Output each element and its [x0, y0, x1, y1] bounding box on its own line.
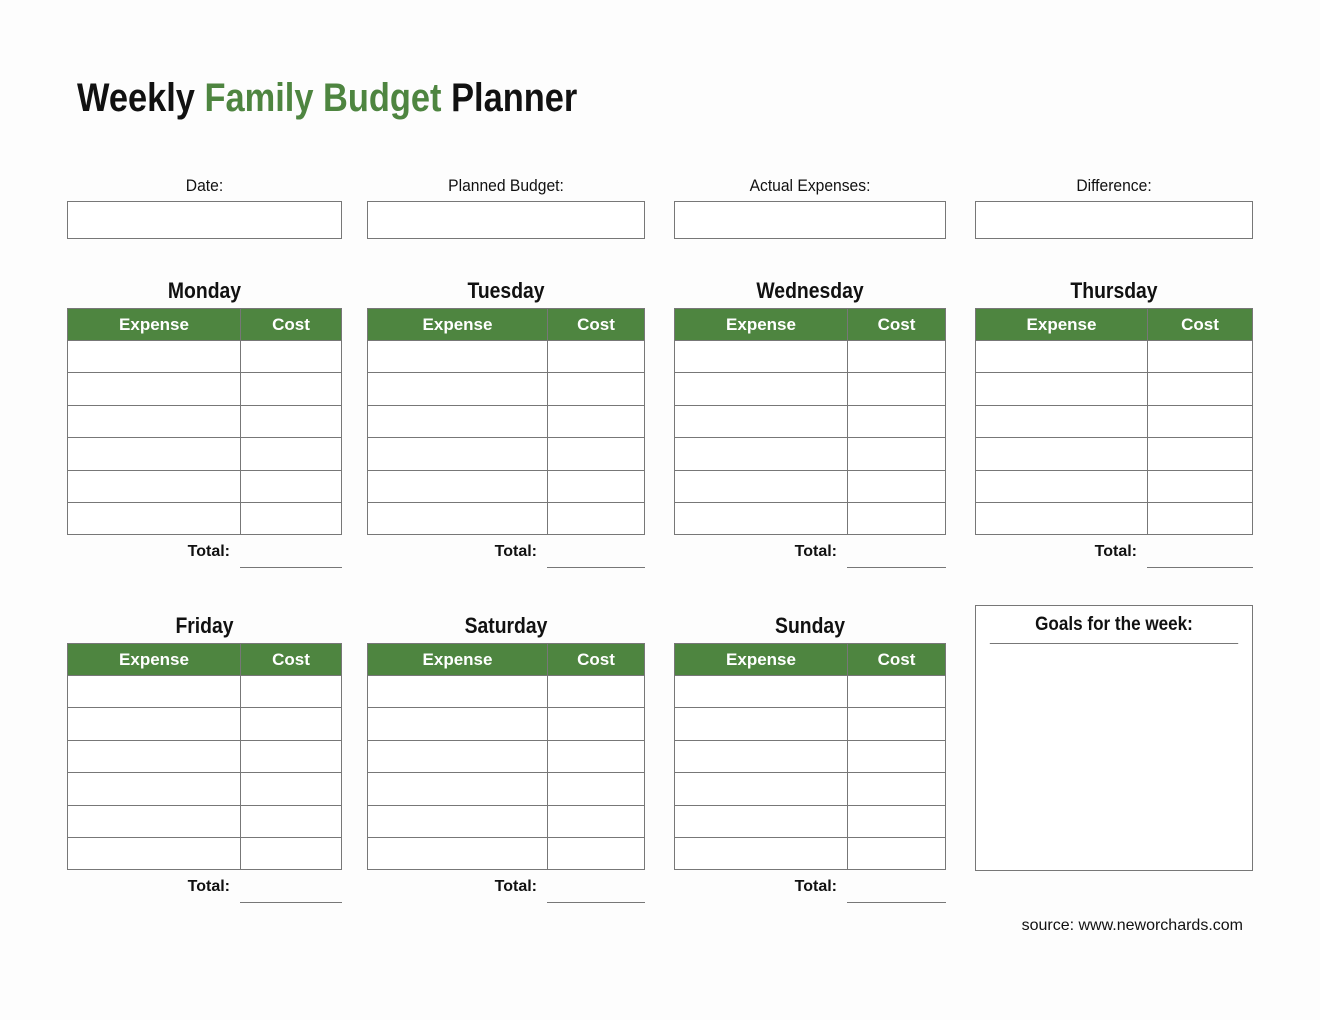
expense-cell[interactable] — [68, 773, 241, 805]
table-row — [368, 341, 645, 373]
cost-cell[interactable] — [548, 708, 645, 740]
table-row — [675, 438, 946, 470]
expense-cell[interactable] — [976, 405, 1148, 437]
total-row — [367, 535, 645, 569]
cost-cell[interactable] — [848, 405, 946, 437]
cost-cell[interactable] — [848, 438, 946, 470]
cost-header: Cost — [1148, 309, 1253, 341]
day-title: Thursday — [1070, 278, 1158, 303]
cost-cell[interactable] — [1148, 502, 1253, 534]
total-label: Total: — [794, 878, 837, 896]
table-row — [368, 773, 645, 805]
expense-cell[interactable] — [68, 470, 241, 502]
cost-cell[interactable] — [241, 438, 342, 470]
cost-cell[interactable] — [848, 773, 946, 805]
expense-table — [67, 308, 342, 535]
expense-cell[interactable] — [68, 837, 241, 869]
expense-cell[interactable] — [68, 341, 241, 373]
expense-cell[interactable] — [675, 805, 848, 837]
expense-header: Expense — [675, 644, 848, 676]
table-row — [675, 676, 946, 708]
cost-cell[interactable] — [1148, 438, 1253, 470]
cost-cell[interactable] — [548, 837, 645, 869]
day-thursday — [975, 276, 1253, 569]
table-row — [976, 405, 1253, 437]
cost-header: Cost — [848, 644, 946, 676]
cost-cell[interactable] — [848, 502, 946, 534]
table-row — [675, 502, 946, 534]
total-label: Total: — [494, 878, 537, 896]
expense-table — [67, 643, 342, 870]
table-row — [68, 708, 342, 740]
cost-cell[interactable] — [848, 341, 946, 373]
cost-cell[interactable] — [241, 502, 342, 534]
cost-cell[interactable] — [1148, 373, 1253, 405]
table-row — [68, 805, 342, 837]
expense-cell[interactable] — [368, 438, 548, 470]
cost-header: Cost — [241, 309, 342, 341]
total-row — [674, 870, 946, 904]
day-title: Friday — [175, 613, 234, 638]
table-row — [675, 773, 946, 805]
day-wednesday — [674, 276, 946, 569]
cost-cell[interactable] — [548, 438, 645, 470]
cost-cell[interactable] — [548, 676, 645, 708]
total-input[interactable] — [240, 535, 342, 568]
table-row — [675, 740, 946, 772]
cost-cell[interactable] — [848, 373, 946, 405]
summary-field — [367, 176, 645, 239]
expense-cell[interactable] — [976, 470, 1148, 502]
table-row — [368, 502, 645, 534]
table-row — [368, 373, 645, 405]
cost-cell[interactable] — [241, 676, 342, 708]
table-row — [368, 740, 645, 772]
expense-cell[interactable] — [368, 676, 548, 708]
day-title: Sunday — [775, 613, 845, 638]
total-label: Total: — [494, 543, 537, 561]
cost-cell[interactable] — [848, 708, 946, 740]
expense-cell[interactable] — [368, 740, 548, 772]
expense-cell[interactable] — [976, 341, 1148, 373]
expense-cell[interactable] — [675, 837, 848, 869]
day-tuesday — [367, 276, 645, 569]
cost-header: Cost — [548, 309, 645, 341]
table-row — [976, 341, 1253, 373]
table-row — [368, 708, 645, 740]
cost-cell[interactable] — [548, 341, 645, 373]
cost-cell[interactable] — [548, 405, 645, 437]
expense-cell[interactable] — [675, 373, 848, 405]
expense-header: Expense — [368, 644, 548, 676]
cost-cell[interactable] — [1148, 341, 1253, 373]
expense-cell[interactable] — [976, 438, 1148, 470]
total-row — [674, 535, 946, 569]
expense-cell[interactable] — [368, 502, 548, 534]
cost-cell[interactable] — [848, 837, 946, 869]
cost-header: Cost — [241, 644, 342, 676]
cost-cell[interactable] — [241, 405, 342, 437]
cost-cell[interactable] — [241, 470, 342, 502]
table-row — [68, 676, 342, 708]
expense-table — [367, 308, 645, 535]
field-input[interactable] — [674, 201, 946, 239]
field-label: Planned Budget: — [448, 176, 564, 195]
expense-cell[interactable] — [675, 470, 848, 502]
cost-cell[interactable] — [548, 805, 645, 837]
expense-cell[interactable] — [675, 341, 848, 373]
cost-cell[interactable] — [241, 708, 342, 740]
expense-cell[interactable] — [68, 740, 241, 772]
expense-cell[interactable] — [675, 405, 848, 437]
cost-cell[interactable] — [848, 805, 946, 837]
table-row — [68, 438, 342, 470]
summary-field — [975, 176, 1253, 239]
cost-cell[interactable] — [548, 373, 645, 405]
day-monday — [67, 276, 342, 569]
total-row — [367, 870, 645, 904]
expense-cell[interactable] — [368, 341, 548, 373]
day-title: Wednesday — [756, 278, 864, 303]
cost-cell[interactable] — [241, 341, 342, 373]
table-row — [368, 438, 645, 470]
cost-cell[interactable] — [548, 740, 645, 772]
day-title: Saturday — [464, 613, 548, 638]
cost-cell[interactable] — [848, 470, 946, 502]
expense-cell[interactable] — [675, 676, 848, 708]
table-row — [68, 502, 342, 534]
cost-cell[interactable] — [241, 805, 342, 837]
field-input[interactable] — [67, 201, 342, 239]
expense-cell[interactable] — [368, 837, 548, 869]
table-row — [68, 405, 342, 437]
expense-table — [674, 643, 946, 870]
table-row — [368, 405, 645, 437]
cost-cell[interactable] — [848, 740, 946, 772]
expense-cell[interactable] — [368, 708, 548, 740]
field-label: Actual Expenses: — [749, 176, 871, 195]
cost-cell[interactable] — [548, 773, 645, 805]
expense-cell[interactable] — [368, 470, 548, 502]
expense-table — [367, 643, 645, 870]
title-part: Planner — [441, 76, 578, 120]
cost-cell[interactable] — [548, 502, 645, 534]
day-title: Tuesday — [467, 278, 545, 303]
expense-cell[interactable] — [68, 405, 241, 437]
table-row — [976, 470, 1253, 502]
field-label: Difference: — [1076, 176, 1152, 195]
table-row — [68, 837, 342, 869]
total-label: Total: — [187, 878, 230, 896]
table-row — [675, 373, 946, 405]
table-row — [368, 470, 645, 502]
cost-cell[interactable] — [548, 470, 645, 502]
expense-cell[interactable] — [368, 373, 548, 405]
table-row — [68, 773, 342, 805]
expense-cell[interactable] — [68, 676, 241, 708]
expense-cell[interactable] — [68, 708, 241, 740]
cost-cell[interactable] — [241, 773, 342, 805]
field-input[interactable] — [975, 201, 1253, 239]
table-row — [976, 438, 1253, 470]
page-title — [77, 76, 577, 121]
day-sunday — [674, 611, 946, 904]
total-input[interactable] — [1147, 535, 1253, 568]
expense-header: Expense — [68, 644, 241, 676]
total-label: Total: — [1094, 543, 1137, 561]
cost-cell[interactable] — [241, 740, 342, 772]
cost-header: Cost — [548, 644, 645, 676]
total-row — [975, 535, 1253, 569]
goals-box — [975, 605, 1253, 871]
expense-cell[interactable] — [675, 502, 848, 534]
expense-cell[interactable] — [68, 373, 241, 405]
expense-cell[interactable] — [675, 740, 848, 772]
cost-header: Cost — [848, 309, 946, 341]
expense-cell[interactable] — [675, 708, 848, 740]
total-input[interactable] — [847, 535, 946, 568]
expense-cell[interactable] — [976, 373, 1148, 405]
goals-label: Goals for the week: — [990, 606, 1238, 644]
day-friday — [67, 611, 342, 904]
total-input[interactable] — [547, 535, 645, 568]
table-row — [368, 805, 645, 837]
expense-cell[interactable] — [68, 805, 241, 837]
table-row — [976, 502, 1253, 534]
table-row — [675, 708, 946, 740]
expense-cell[interactable] — [68, 502, 241, 534]
day-saturday — [367, 611, 645, 904]
total-label: Total: — [794, 543, 837, 561]
table-row — [675, 805, 946, 837]
summary-field — [67, 176, 342, 239]
expense-cell[interactable] — [675, 438, 848, 470]
title-highlight: Family Budget — [204, 76, 442, 120]
total-input[interactable] — [547, 870, 645, 903]
source-text: source: www.neworchards.com — [1021, 917, 1243, 934]
table-row — [675, 837, 946, 869]
table-row — [675, 341, 946, 373]
total-input[interactable] — [847, 870, 946, 903]
total-input[interactable] — [240, 870, 342, 903]
total-row — [67, 535, 342, 569]
expense-cell[interactable] — [368, 805, 548, 837]
expense-cell[interactable] — [68, 438, 241, 470]
cost-cell[interactable] — [241, 373, 342, 405]
table-row — [675, 470, 946, 502]
cost-cell[interactable] — [241, 837, 342, 869]
expense-table — [975, 308, 1253, 535]
total-label: Total: — [187, 543, 230, 561]
table-row — [368, 837, 645, 869]
table-row — [68, 373, 342, 405]
expense-cell[interactable] — [675, 773, 848, 805]
field-input[interactable] — [367, 201, 645, 239]
expense-cell[interactable] — [368, 773, 548, 805]
table-row — [68, 341, 342, 373]
expense-cell[interactable] — [976, 502, 1148, 534]
expense-table — [674, 308, 946, 535]
field-label: Date: — [185, 176, 224, 195]
expense-header: Expense — [68, 309, 241, 341]
total-row — [67, 870, 342, 904]
table-row — [68, 470, 342, 502]
table-row — [675, 405, 946, 437]
table-row — [68, 740, 342, 772]
goals-input[interactable] — [976, 644, 1252, 870]
title-part: Weekly — [77, 76, 205, 120]
cost-cell[interactable] — [1148, 405, 1253, 437]
cost-cell[interactable] — [848, 676, 946, 708]
day-title: Monday — [167, 278, 242, 303]
expense-header: Expense — [675, 309, 848, 341]
expense-cell[interactable] — [368, 405, 548, 437]
cost-cell[interactable] — [1148, 470, 1253, 502]
summary-field — [674, 176, 946, 239]
expense-header: Expense — [976, 309, 1148, 341]
table-row — [976, 373, 1253, 405]
table-row — [368, 676, 645, 708]
expense-header: Expense — [368, 309, 548, 341]
